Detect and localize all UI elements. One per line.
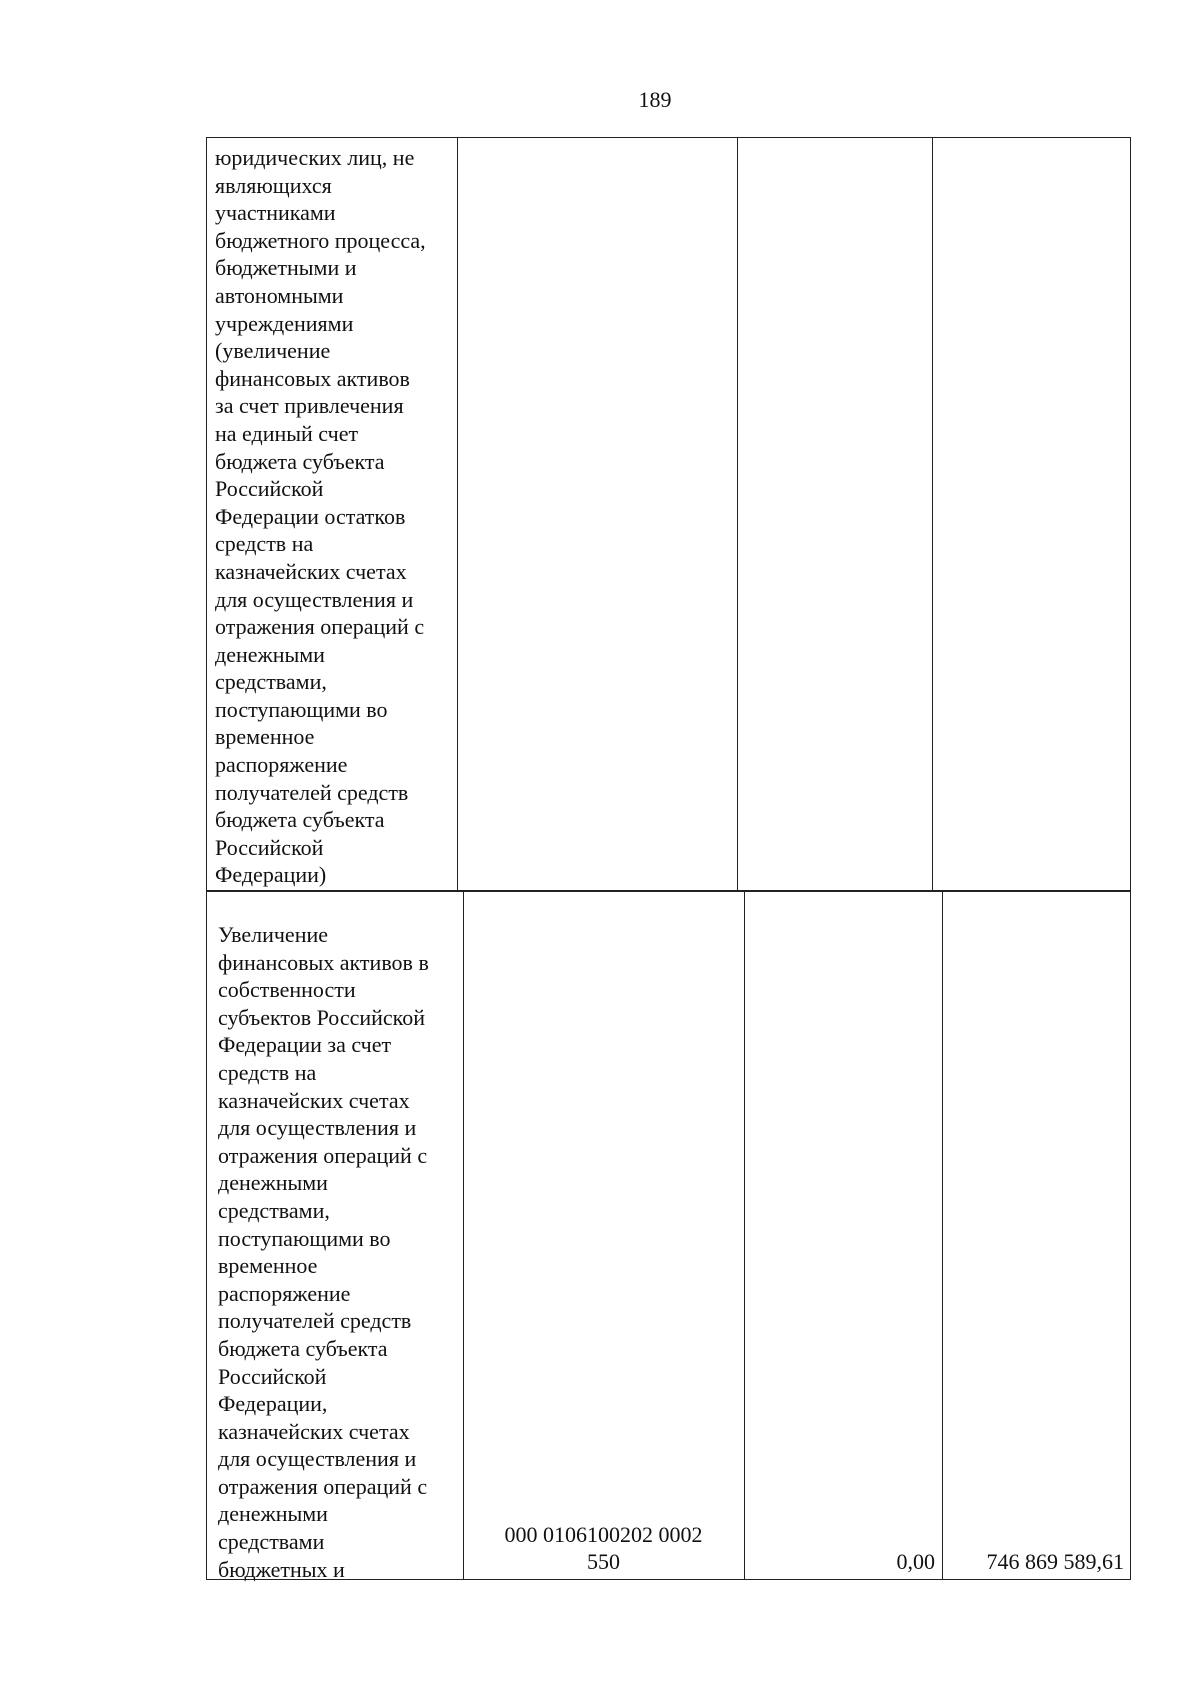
column-divider <box>737 138 738 891</box>
amount-column-1: 0,00 <box>896 1549 935 1574</box>
column-divider <box>457 138 458 891</box>
table-row <box>206 890 1131 1580</box>
table-row <box>206 137 1131 892</box>
column-divider <box>932 138 933 891</box>
column-divider <box>463 891 464 1579</box>
column-divider <box>942 891 943 1579</box>
page-number: 189 <box>638 87 672 112</box>
row-description: юридических лиц, не являющихся участниками бюджетного процесса, бюджетными и автономными учреждениями (увеличение финансовых активов за счет привлечения на единый счет бюджета субъекта Российской Федерации остатков средств на казначейских счетах для осуществления и отражения операций с денежными средствами, поступающими во временное распоряжение получателей средств бюджета субъекта Российской Федерации) <box>215 145 426 888</box>
budget-code: 000 0106100202 0002 550 <box>504 1522 703 1574</box>
row-description: Увеличение финансовых активов в собственности субъектов Российской Федерации за счет средств на казначейских счетах для осуществления и отражения операций с денежными средствами, поступающими во временное распоряжение получателей средств бюджета субъекта Российской Федерации, казначейских счетах для осуществления и отражения операций с денежными средствами бюджетных и <box>218 922 429 1582</box>
amount-column-2: 746 869 589,61 <box>986 1549 1124 1574</box>
column-divider <box>744 891 745 1579</box>
